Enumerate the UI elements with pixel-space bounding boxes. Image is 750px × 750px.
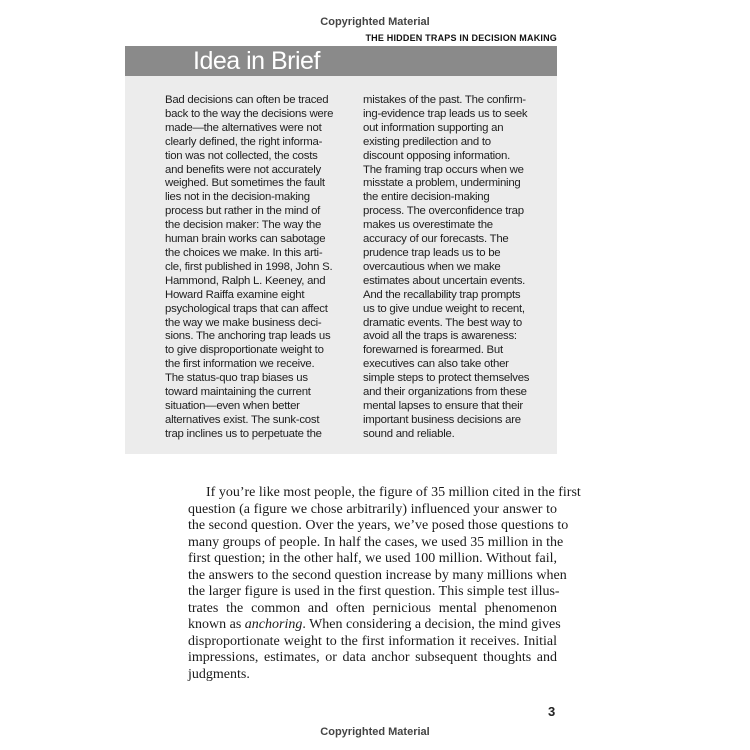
- text-line: forewarned is forearmed. But: [363, 344, 503, 357]
- text-line: estimates about uncertain events.: [363, 274, 526, 287]
- text-line: If you’re like most people, the figure of 35 million cited in the first: [206, 485, 581, 500]
- text-line: executives can also take other: [363, 358, 509, 371]
- text-line: trates the common and often pernicious mental phenomenon: [188, 600, 557, 616]
- text-line: Bad decisions can often be traced: [165, 94, 329, 106]
- text-line: discount opposing information.: [363, 149, 511, 162]
- text-line: important business decisions are: [363, 413, 521, 426]
- text-line: mental lapses to ensure that their: [363, 399, 523, 412]
- text-line: Howard Raiffa examine eight: [165, 288, 305, 301]
- text-line: the second question. Over the years, we’ve posed those questions to: [188, 518, 569, 533]
- text-line: mistakes of the past. The confirm-: [363, 94, 526, 106]
- copyright-watermark-bottom: Copyrighted Material: [320, 726, 430, 738]
- text-line: us to give undue weight to recent,: [363, 302, 525, 315]
- text-line: out information supporting an: [363, 121, 504, 134]
- text-line: overcautious when we make: [363, 260, 501, 273]
- text-line: situation—even when better: [165, 399, 300, 412]
- text-line: the entire decision-making: [363, 191, 490, 204]
- page-number: 3: [548, 704, 556, 719]
- text-line: existing predilection and to: [363, 135, 491, 148]
- text-line: to give disproportionate weight to: [165, 344, 324, 357]
- text-line: And the recallability trap prompts: [363, 288, 521, 301]
- text-line: the larger figure is used in the first question. This simple test illus-: [188, 584, 560, 599]
- text-line: the choices we make. In this arti-: [165, 246, 323, 259]
- text-line: process. The overconfidence trap: [363, 205, 524, 218]
- text-line: prudence trap leads us to be: [363, 246, 501, 259]
- sidebar-column-right: [363, 94, 555, 442]
- text-line: clearly defined, the right informa-: [165, 135, 323, 148]
- text-line: weighed. But sometimes the fault: [165, 177, 325, 190]
- text-line: first question; in the other half, we used 100 million. Without fail,: [188, 551, 557, 566]
- text-line: back to the way the decisions were: [165, 107, 334, 120]
- text-line: cle, first published in 1998, John S.: [165, 260, 333, 273]
- text-line: the decision maker: The way the: [165, 219, 322, 232]
- text-line: The framing trap occurs when we: [363, 163, 524, 176]
- text-line: many groups of people. In half the cases, we used 35 million in the: [188, 534, 564, 550]
- text-line: process but rather in the mind of: [165, 205, 321, 218]
- text-line: simple steps to protect themselves: [363, 372, 530, 385]
- text-line: lies not in the decision-making: [165, 191, 310, 204]
- text-line: tion was not collected, the costs: [165, 149, 318, 162]
- sidebar-title: Idea in Brief: [193, 47, 320, 75]
- text-line: misstate a problem, undermining: [363, 177, 521, 190]
- text-line: the answers to the second question increase by many millions when: [188, 567, 567, 583]
- running-head: THE HIDDEN TRAPS IN DECISION MAKING: [365, 33, 557, 43]
- sidebar-title-bar: [125, 46, 557, 76]
- body-paragraph: [188, 485, 581, 683]
- text-line: makes us overestimate the: [363, 219, 493, 232]
- text-line: toward maintaining the current: [165, 386, 311, 399]
- text-line: the way we make business deci-: [165, 316, 322, 329]
- text-line: known as anchoring. When considering a decision, the mind gives: [188, 617, 561, 632]
- text-line: The status-quo trap biases us: [165, 372, 308, 385]
- text-line: question (a figure we chose arbitrarily) influenced your answer to: [188, 501, 557, 517]
- text-line: alternatives exist. The sunk-cost: [165, 413, 320, 426]
- sidebar-column-left: [165, 94, 357, 442]
- text-line: the first information we receive.: [165, 358, 315, 371]
- text-line: and their organizations from these: [363, 386, 527, 399]
- text-line: dramatic events. The best way to: [363, 316, 522, 329]
- text-line: made—the alternatives were not: [165, 121, 322, 134]
- idea-in-brief-panel: [125, 76, 557, 454]
- text-line: sound and reliable.: [363, 427, 455, 440]
- text-line: human brain works can sabotage: [165, 233, 326, 246]
- text-line: Hammond, Ralph L. Keeney, and: [165, 274, 326, 287]
- text-line: sions. The anchoring trap leads us: [165, 330, 331, 343]
- text-line: psychological traps that can affect: [165, 302, 328, 315]
- text-line: ing-evidence trap leads us to seek: [363, 107, 528, 120]
- text-line: impressions, estimates, or data anchor subsequent thoughts and: [188, 650, 557, 665]
- text-line: avoid all the traps is awareness:: [363, 330, 517, 343]
- copyright-watermark-top: Copyrighted Material: [320, 16, 430, 28]
- text-line: judgments.: [188, 666, 250, 682]
- text-line: accuracy of our forecasts. The: [363, 233, 509, 246]
- text-line: disproportionate weight to the first information it receives. Initial: [188, 633, 557, 649]
- text-line: and benefits were not accurately: [165, 163, 321, 176]
- text-line: trap inclines us to perpetuate the: [165, 427, 322, 440]
